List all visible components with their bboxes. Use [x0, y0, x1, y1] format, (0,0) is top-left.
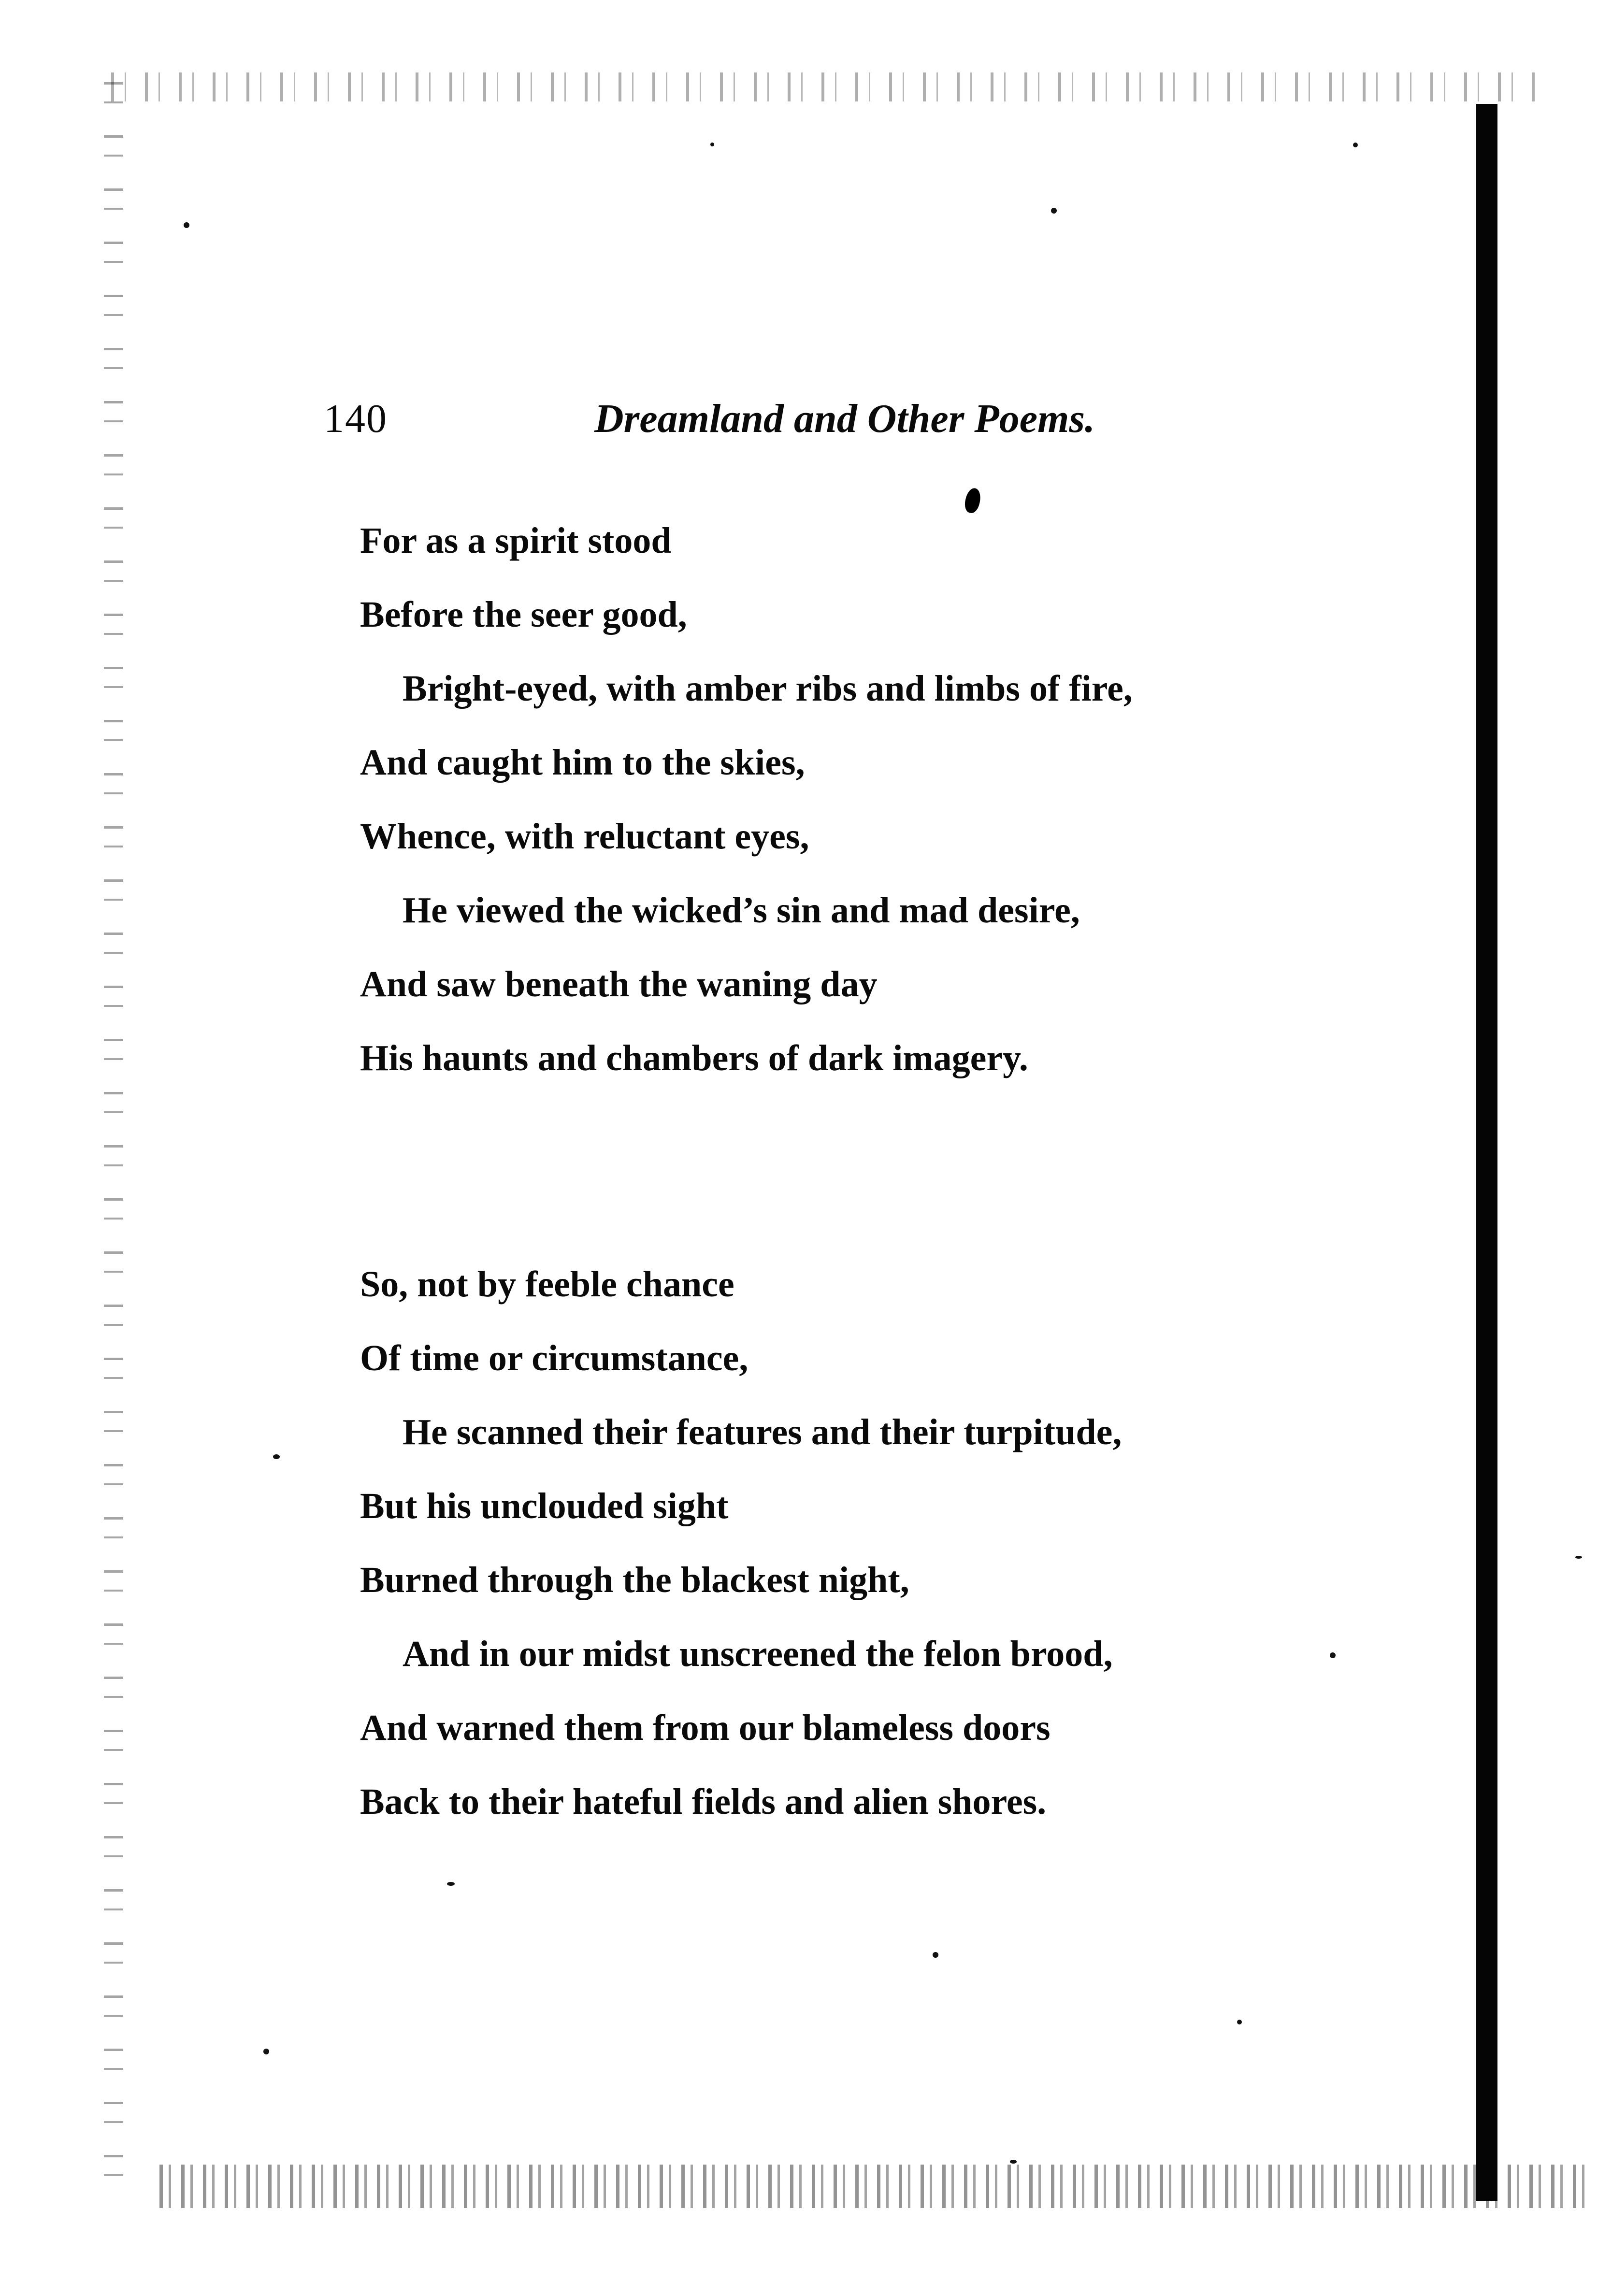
- scan-speck: [1330, 1652, 1336, 1658]
- verse-line: Whence, with reluctant eyes,: [360, 816, 809, 857]
- verse-line: And caught him to the skies,: [360, 742, 805, 783]
- scan-speck: [1010, 2160, 1017, 2164]
- verse-line: And in our midst unscreened the felon brood,: [403, 1634, 1113, 1674]
- verse-line: Burned through the blackest night,: [360, 1560, 909, 1600]
- verse-line: For as a spirit stood: [360, 520, 672, 561]
- scan-speck: [1237, 2020, 1242, 2024]
- scan-speck: [273, 1454, 280, 1459]
- scan-speck: [1353, 143, 1358, 147]
- running-title: Dreamland and Other Poems.: [594, 396, 1095, 441]
- verse-line: But his unclouded sight: [360, 1486, 729, 1526]
- binding-shadow-rule: [1476, 104, 1497, 2201]
- scan-speck: [447, 1882, 455, 1886]
- scan-speck: [710, 143, 714, 146]
- scan-speck: [1051, 208, 1057, 214]
- scan-speck: [263, 2049, 269, 2054]
- verse-line: And warned them from our blameless doors: [360, 1708, 1051, 1748]
- verse-line: Before the seer good,: [360, 594, 687, 635]
- verse-line: He scanned their features and their turpitude,: [403, 1412, 1122, 1452]
- scan-speck: [933, 1952, 938, 1958]
- verse-line: Back to their hateful fields and alien shores.: [360, 1781, 1047, 1822]
- scan-speck: [1575, 1556, 1582, 1559]
- verse-line: His haunts and chambers of dark imagery.: [360, 1038, 1028, 1078]
- verse-line: So, not by feeble chance: [360, 1264, 734, 1305]
- verse-line: And saw beneath the waning day: [360, 964, 878, 1004]
- scan-edge-left: [104, 82, 123, 2208]
- verse-line: Of time or circumstance,: [360, 1338, 748, 1378]
- scan-edge-bottom: [159, 2165, 1585, 2208]
- page-number: 140: [324, 396, 388, 441]
- verse-line: He viewed the wicked’s sin and mad desire,: [403, 890, 1080, 931]
- stanza-2: [360, 1248, 1326, 1839]
- scan-speck: [184, 222, 189, 228]
- stanza-1: [360, 504, 1326, 1095]
- running-header: [324, 395, 1194, 453]
- scan-edge-top: [111, 72, 1537, 101]
- verse-line: Bright-eyed, with amber ribs and limbs of fire,: [403, 668, 1133, 709]
